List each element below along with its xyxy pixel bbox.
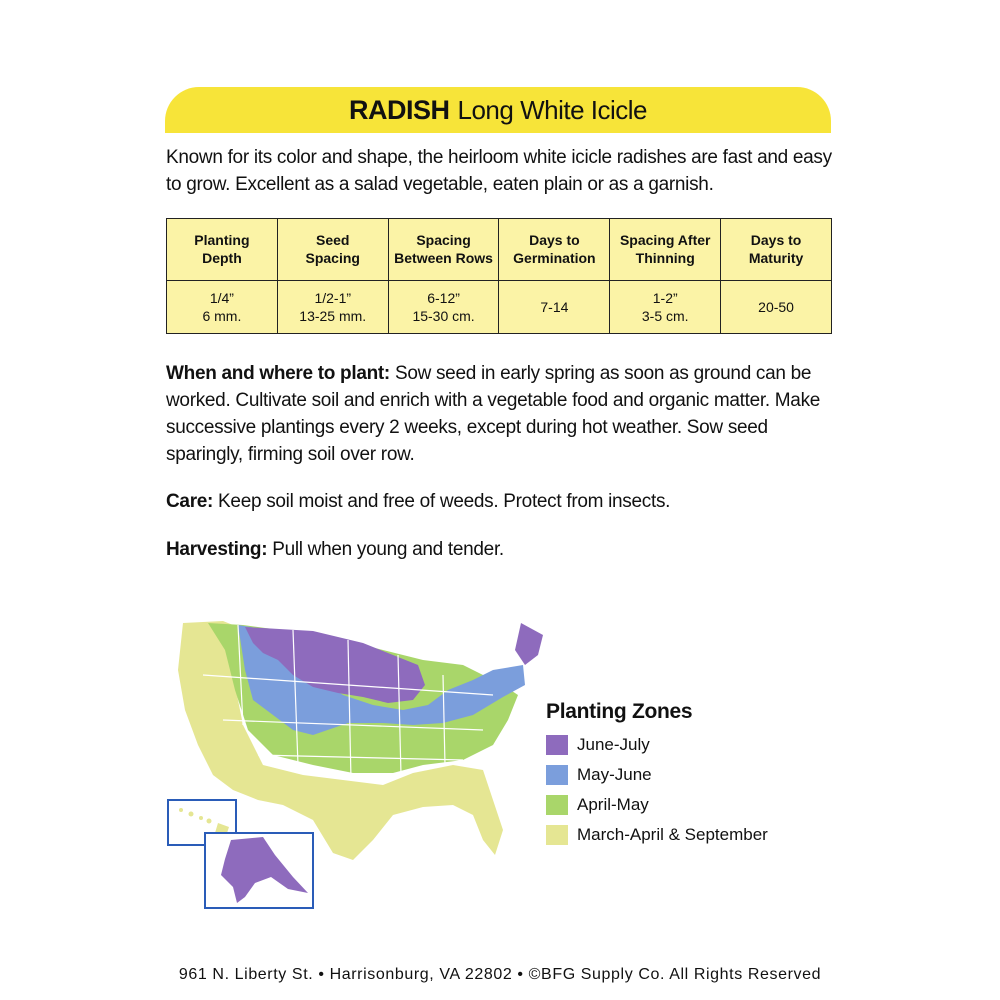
value-planting-depth: 1/4” 6 mm. bbox=[167, 280, 278, 333]
legend-item bbox=[546, 760, 768, 790]
footer-address: 961 N. Liberty St. • Harrisonburg, VA 22802 • ©BFG Supply Co. All Rights Reserved bbox=[178, 966, 822, 983]
care-text: Keep soil moist and free of weeds. Protect from insects. bbox=[213, 491, 671, 512]
table-row bbox=[167, 280, 832, 333]
header-planting-depth: Planting Depth bbox=[167, 219, 278, 281]
header-row-spacing: Spacing Between Rows bbox=[388, 219, 499, 281]
intro-paragraph: Known for its color and shape, the heirloom white icicle radishes are fast and easy to grow. Excellent as a salad vegetable, eaten plain or as a garnish. bbox=[166, 147, 832, 195]
us-map-graphic bbox=[163, 615, 553, 910]
header-maturity: Days to Maturity bbox=[721, 219, 832, 281]
legend-label: April-May bbox=[577, 795, 649, 814]
harvesting-label: Harvesting: bbox=[166, 539, 268, 560]
care-label: Care: bbox=[166, 491, 214, 512]
value-thinning: 1-2” 3-5 cm. bbox=[610, 280, 721, 333]
table-header-row bbox=[167, 219, 832, 281]
legend-label: March-April & September bbox=[577, 825, 768, 844]
variety-name: Long White Icicle bbox=[457, 94, 647, 125]
legend-swatch bbox=[546, 765, 568, 785]
planting-specs-table bbox=[166, 218, 832, 334]
legend-item bbox=[546, 820, 768, 850]
header-seed-spacing: Seed Spacing bbox=[277, 219, 388, 281]
care-section bbox=[166, 488, 836, 515]
legend-swatch bbox=[546, 795, 568, 815]
harvesting-text: Pull when young and tender. bbox=[267, 539, 504, 560]
harvesting-section bbox=[166, 536, 836, 563]
value-maturity: 20-50 bbox=[721, 280, 832, 333]
value-seed-spacing: 1/2-1” 13-25 mm. bbox=[277, 280, 388, 333]
value-germination: 7-14 bbox=[499, 280, 610, 333]
header-germination: Days to Germination bbox=[499, 219, 610, 281]
when-where-label: When and where to plant: bbox=[166, 363, 390, 384]
legend-swatch bbox=[546, 735, 568, 755]
title-banner bbox=[165, 87, 831, 133]
when-where-section bbox=[166, 360, 836, 468]
zone-purple-northeast bbox=[515, 623, 543, 665]
product-name: RADISH bbox=[349, 94, 450, 125]
legend-swatch bbox=[546, 825, 568, 845]
planting-zones-legend bbox=[546, 700, 768, 850]
header-thinning: Spacing After Thinning bbox=[610, 219, 721, 281]
legend-label: May-June bbox=[577, 765, 652, 784]
legend-title: Planting Zones bbox=[546, 700, 693, 723]
value-row-spacing: 6-12” 15-30 cm. bbox=[388, 280, 499, 333]
legend-label: June-July bbox=[577, 735, 650, 754]
legend-item bbox=[546, 730, 768, 760]
legend-item bbox=[546, 790, 768, 820]
when-where-text: Sow seed in early spring as soon as ground can be worked. Cultivate soil and enrich with a vegetable food and organic matter. Make successive plantings every 2 weeks, except during hot weather. Sow seed sparingly, firming soil over row. bbox=[166, 363, 821, 465]
planting-zone-map bbox=[163, 615, 553, 910]
